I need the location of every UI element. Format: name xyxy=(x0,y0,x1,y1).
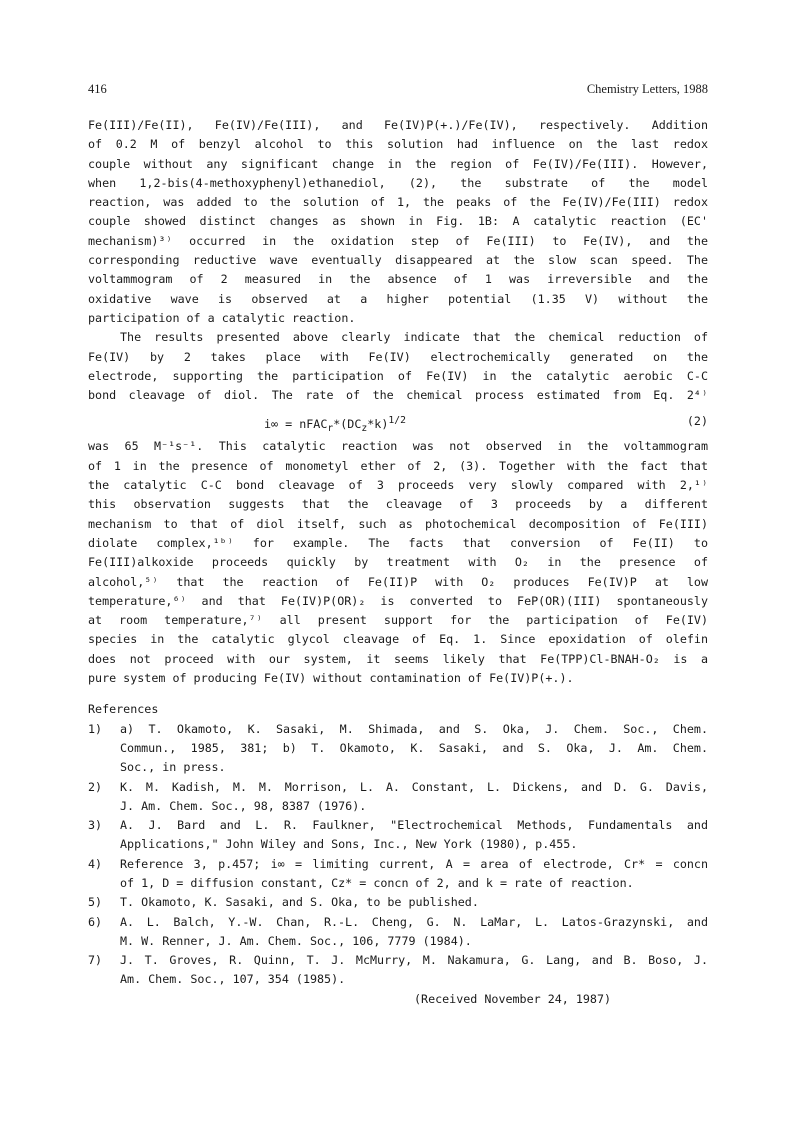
text-line: diolate complex,¹ᵇ⁾ for example. The facts that conversion of Fe(II) to xyxy=(88,535,708,550)
text-line: reaction, was added to the solution of 1, the peaks of the Fe(IV)/Fe(III) redox xyxy=(88,195,708,210)
reference-item xyxy=(88,855,708,894)
text-line: electrode, supporting the participation of Fe(IV) in the catalytic aerobic C-C xyxy=(88,368,708,383)
text-line: was 65 M⁻¹s⁻¹. This catalytic reaction was not observed in the voltammogram xyxy=(88,439,708,454)
received-date: (Received November 24, 1987) xyxy=(414,991,612,1006)
reference-line: Soc., in press. xyxy=(120,760,226,775)
article-body xyxy=(88,116,708,1009)
text-line: of 0.2 M of benzyl alcohol to this solution had influence on the last redox xyxy=(88,137,708,152)
reference-line: Applications," John Wiley and Sons, Inc., New York (1980), p.455. xyxy=(120,837,578,852)
text-line: corresponding reductive wave eventually disappeared at the slow scan speed. The xyxy=(88,253,708,268)
reference-item xyxy=(88,720,708,778)
reference-line: J. Am. Chem. Soc., 98, 8387 (1976). xyxy=(120,798,367,813)
text-line: this observation suggests that the cleavage of 3 proceeds by a different xyxy=(88,497,708,512)
reference-line: a) T. Okamoto, K. Sasaki, M. Shimada, and S. Oka, J. Chem. Soc., Chem. xyxy=(120,721,708,736)
paragraph-block-1 xyxy=(88,116,708,405)
text-line: species in the catalytic glycol cleavage of Eq. 1. Since epoxidation of olefin xyxy=(88,632,708,647)
reference-line: Am. Chem. Soc., 107, 354 (1985). xyxy=(120,972,346,987)
text-line: couple showed distinct changes as shown in Fig. 1B: A catalytic reaction (EC' xyxy=(88,214,708,229)
text-line: of 1 in the presence of monometyl ether of 2, (3). Together with the fact that xyxy=(88,458,708,473)
journal-title: Chemistry Letters, 1988 xyxy=(586,82,708,96)
text-line: bond cleavage of diol. The rate of the chemical process estimated from Eq. 2⁴⁾ xyxy=(88,388,708,403)
equation-2 xyxy=(88,405,708,437)
references-list xyxy=(88,720,708,990)
sub-r: r xyxy=(327,423,334,435)
section-gap xyxy=(88,688,708,700)
text-line: Fe(III)/Fe(II), Fe(IV)/Fe(III), and Fe(IV)P(+.)/Fe(IV), respectively. Addition xyxy=(88,118,708,132)
reference-number: 4) xyxy=(88,856,103,871)
sub-z: z xyxy=(361,423,368,435)
reference-line: of 1, D = diffusion constant, Cz* = concn of 2, and k = rate of reaction. xyxy=(120,875,634,890)
reference-number: 7) xyxy=(88,953,103,968)
reference-line: J. T. Groves, R. Quinn, T. J. McMurry, M. Nakamura, G. Lang, and B. Boso, J. xyxy=(120,953,708,968)
page-number: 416 xyxy=(88,82,107,96)
text-line: The results presented above clearly indicate that the chemical reduction of xyxy=(120,330,708,345)
references-heading: References xyxy=(88,702,159,717)
infinity-subscript: ∞ xyxy=(271,417,279,432)
paragraph-block-2 xyxy=(88,437,708,688)
reference-item xyxy=(88,816,708,855)
reference-line: Reference 3, p.457; i∞ = limiting current, A = area of electrode, Cr* = concn xyxy=(120,856,708,871)
text-line: couple without any significant change in the region of Fe(IV)/Fe(III). However, xyxy=(88,156,708,171)
text-line: voltammogram of 2 measured in the absence of 1 was irreversible and the xyxy=(88,272,708,287)
page-header xyxy=(88,82,708,98)
text-line: Fe(IV) by 2 takes place with Fe(IV) electrochemically generated on the xyxy=(88,349,708,364)
reference-line: Commun., 1985, 381; b) T. Okamoto, K. Sasaki, and S. Oka, J. Am. Chem. xyxy=(120,740,708,755)
text-line: Fe(III)alkoxide proceeds quickly by treatment with O₂ in the presence of xyxy=(88,555,708,570)
reference-line: T. Okamoto, K. Sasaki, and S. Oka, to be published. xyxy=(120,895,479,910)
equation-text: $i\infty = nFAC_r*(DC_z*k)^{1/2}$ xyxy=(264,415,407,435)
text-line: alcohol,⁵⁾ that the reaction of Fe(II)P with O₂ produces Fe(IV)P at low xyxy=(88,574,708,589)
reference-line: A. J. Bard and L. R. Faulkner, "Electrochemical Methods, Fundamentals and xyxy=(120,818,708,833)
reference-item xyxy=(88,778,708,817)
text-line: mechanism to that of diol itself, such as photochemical decomposition of Fe(III) xyxy=(88,516,708,531)
text-line: oxidative wave is observed at a higher potential (1.35 V) without the xyxy=(88,291,708,306)
reference-number: 5) xyxy=(88,895,103,910)
text-line: the catalytic C-C bond cleavage of 3 proceeds very slowly compared with 2,¹⁾ xyxy=(88,478,708,493)
text-line: temperature,⁶⁾ and that Fe(IV)P(OR)₂ is converted to FeP(OR)(III) spontaneously xyxy=(88,593,708,608)
reference-line: K. M. Kadish, M. M. Morrison, L. A. Constant, L. Dickens, and D. G. Davis, xyxy=(120,779,708,794)
reference-number: 1) xyxy=(88,721,103,736)
text-line: participation of a catalytic reaction. xyxy=(88,310,356,325)
reference-item xyxy=(88,893,708,912)
exponent: 1/2 xyxy=(388,415,407,427)
text-line: does not proceed with our system, it seems likely that Fe(TPP)Cl-BNAH-O₂ is a xyxy=(88,651,708,666)
reference-line: M. W. Renner, J. Am. Chem. Soc., 106, 7779 (1984). xyxy=(120,933,472,948)
text-line: at room temperature,⁷⁾ all present support for the participation of Fe(IV) xyxy=(88,613,708,628)
equation-number: (2) xyxy=(686,414,708,429)
reference-number: 6) xyxy=(88,914,103,929)
reference-number: 2) xyxy=(88,779,103,794)
reference-line: A. L. Balch, Y.-W. Chan, R.-L. Cheng, G. N. LaMar, L. Latos-Grazynski, and xyxy=(120,914,708,929)
text-line: mechanism)³⁾ occurred in the oxidation step of Fe(III) to Fe(IV), and the xyxy=(88,233,708,248)
reference-item xyxy=(88,913,708,952)
reference-number: 3) xyxy=(88,818,103,833)
text-line: pure system of producing Fe(IV) without contamination of Fe(IV)P(+.). xyxy=(88,671,574,686)
reference-item xyxy=(88,951,708,990)
text-line: when 1,2-bis(4-methoxyphenyl)ethanediol, (2), the substrate of the model xyxy=(88,175,708,190)
